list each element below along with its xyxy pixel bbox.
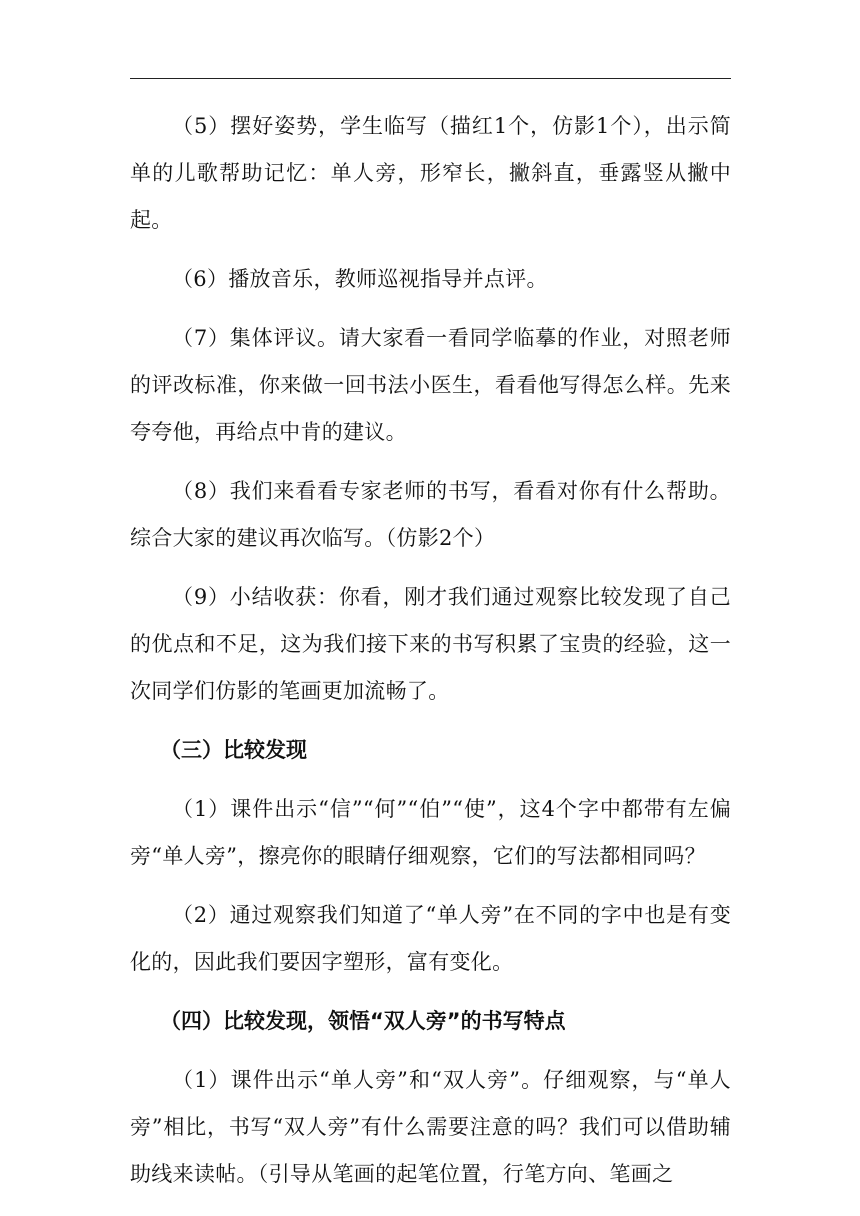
header-rule (130, 78, 731, 79)
document-body (130, 103, 731, 1210)
paragraph-compare-2: （2）通过观察我们知道了“单人旁”在不同的字中也是有变化的，因此我们要因字塑形，富有变化。 (130, 903, 731, 974)
paragraph-step-8: （8）我们来看看专家老师的书写，看看对你有什么帮助。综合大家的建议再次临写。（仿影2个） (130, 479, 731, 550)
section-heading-3: （三）比较发现 (160, 738, 307, 762)
paragraph-compare-1: （1）课件出示“信”“何”“伯”“使”，这4个字中都带有左偏旁“单人旁”，擦亮你的眼睛仔细观察，它们的写法都相同吗？ (130, 797, 731, 868)
paragraph-step-9: （9）小结收获：你看，刚才我们通过观察比较发现了自己的优点和不足，这为我们接下来的书写积累了宝贵的经验，这一次同学们仿影的笔画更加流畅了。 (130, 585, 731, 703)
paragraph-double-radical-1: （1）课件出示“单人旁”和“双人旁”。仔细观察，与“单人旁”相比，书写“双人旁”有什么需要注意的吗？我们可以借助辅助线来读帖。（引导从笔画的起笔位置，行笔方向、笔画之 (130, 1068, 731, 1186)
paragraph-step-6: （6）播放音乐，教师巡视指导并点评。 (172, 267, 548, 291)
paragraph-step-5: （5）摆好姿势，学生临写（描红1个，仿影1个），出示简单的儿歌帮助记忆：单人旁，形窄长，撇斜直，垂露竖从撇中起。 (130, 114, 731, 232)
paragraph-step-7: （7）集体评议。请大家看一看同学临摹的作业，对照老师的评改标准，你来做一回书法小医生，看看他写得怎么样。先来夸夸他，再给点中肯的建议。 (130, 326, 731, 444)
section-heading-4: （四）比较发现，领悟“双人旁”的书写特点 (160, 1009, 566, 1033)
